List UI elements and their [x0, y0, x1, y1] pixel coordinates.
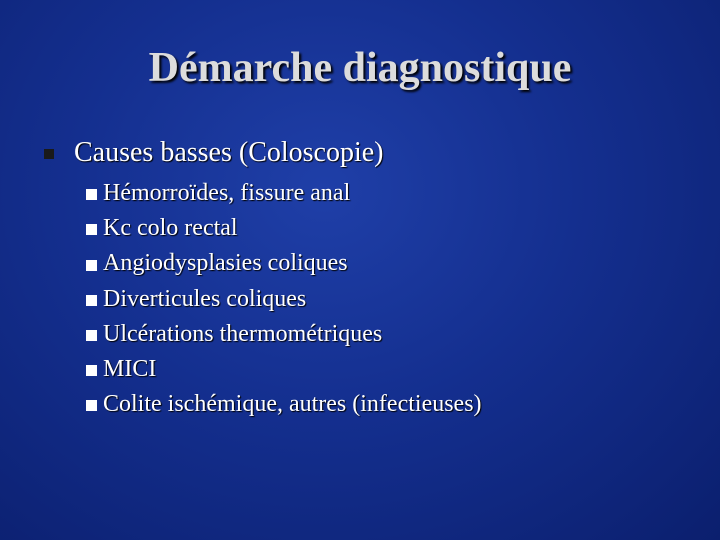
sub-bullet-text: Ulcérations thermométriques [103, 320, 383, 347]
list-item [86, 352, 482, 387]
list-item [86, 246, 482, 281]
square-bullet-icon [86, 260, 97, 271]
list-item [86, 211, 482, 246]
sub-bullet-text: Kc colo rectal [103, 215, 238, 242]
sub-bullet-text: Hémorroïdes, fissure anal [103, 180, 351, 206]
square-bullet-icon [86, 330, 97, 341]
sub-bullet-text: Colite ischémique, autres (infectieuses) [103, 391, 482, 418]
sub-bullet-text: Angiodysplasies coliques [103, 250, 348, 277]
list-item [86, 176, 482, 211]
square-bullet-icon [44, 149, 54, 159]
square-bullet-icon [86, 295, 97, 306]
list-item [86, 282, 482, 317]
square-bullet-icon [86, 365, 97, 376]
square-bullet-icon [86, 189, 97, 200]
main-bullet-item [44, 134, 384, 172]
square-bullet-icon [86, 400, 97, 411]
list-item [86, 317, 482, 352]
sub-bullet-list [86, 176, 482, 422]
sub-bullet-text: Diverticules coliques [103, 285, 307, 312]
square-bullet-icon [86, 224, 97, 235]
main-bullet-text: Causes basses (Coloscopie) [74, 137, 384, 168]
slide-title: Démarche diagnostique [148, 45, 572, 91]
list-item [86, 387, 482, 422]
sub-bullet-text: MICI [103, 356, 157, 383]
